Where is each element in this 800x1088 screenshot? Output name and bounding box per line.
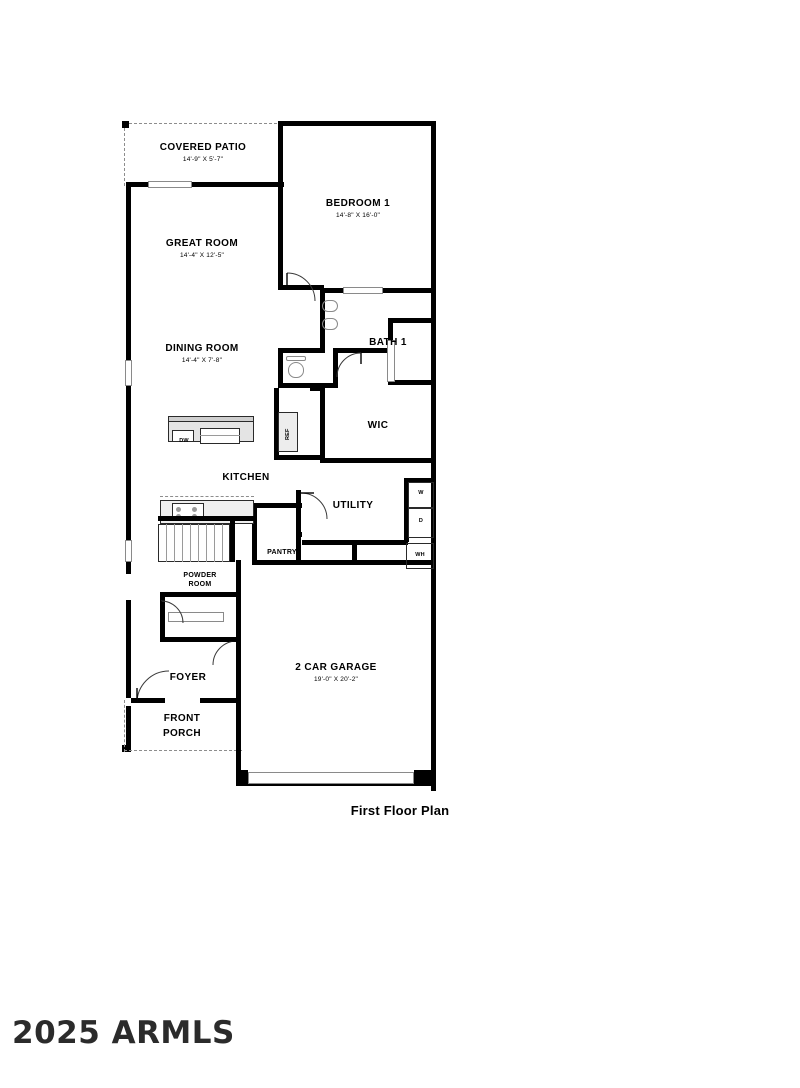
wall-pantry-jamb — [296, 532, 302, 537]
exterior-wall-right — [431, 121, 436, 791]
garage-entry-door-arc — [212, 640, 238, 666]
garage-door — [248, 772, 414, 784]
wall-wic-left — [320, 385, 325, 461]
room-label-utility: UTILITY — [332, 500, 374, 511]
page-title: First Floor Plan — [350, 803, 450, 818]
room-label-kitchen: KITCHEN — [222, 472, 270, 483]
stair-tread-5 — [198, 524, 199, 562]
room-label-garage: 2 CAR GARAGE 19'-0" X 20'-2" — [295, 662, 377, 683]
wall-kitchen-back — [158, 516, 254, 521]
wall-bath-right-top — [388, 318, 436, 323]
wall-garage-left — [236, 596, 241, 786]
toilet-1-icon — [288, 362, 304, 378]
sink-2-icon — [322, 318, 338, 330]
porch-outline-bottom — [124, 750, 242, 751]
bedroom-opening-marker — [343, 287, 383, 294]
wall-bath-divider — [278, 348, 325, 353]
burner-2-icon — [192, 507, 197, 512]
stair-tread-8 — [222, 524, 223, 562]
room-label-great-room: GREAT ROOM 14'-4" X 12'-5" — [165, 238, 239, 259]
powder-door-arc — [160, 600, 184, 624]
patio-outline-top — [124, 123, 282, 124]
room-label-bedroom-1: BEDROOM 1 14'-8" X 16'-0" — [325, 198, 391, 219]
wall-wh-top — [356, 540, 408, 545]
stair-tread-1 — [166, 524, 167, 562]
garage-door-jamb-left — [236, 770, 248, 786]
wall-pantry-top — [252, 503, 302, 508]
stair-tread-7 — [214, 524, 215, 562]
wall-wic-top-left — [310, 386, 324, 391]
exterior-wall-left-lower — [126, 600, 131, 698]
stair-tread-6 — [206, 524, 207, 562]
toilet-1-tank-icon — [286, 356, 306, 361]
wall-kitchen-stair-right — [230, 516, 235, 562]
room-label-pantry: PANTRY — [267, 549, 297, 556]
stair-tread-4 — [190, 524, 191, 562]
label-dryer: D — [418, 518, 424, 524]
label-washer: W — [418, 490, 424, 496]
staircase — [158, 524, 230, 562]
wall-kitchen-bottom-right — [274, 455, 324, 460]
room-label-dining-room: DINING ROOM 14'-4" X 7'-8" — [165, 343, 239, 364]
bath-door-arc — [336, 352, 362, 378]
room-label-front-porch: FRONT PORCH — [162, 713, 202, 739]
wall-pantry-bottom — [302, 540, 356, 545]
watermark: 2025 ARMLS — [12, 1015, 235, 1051]
room-label-foyer: FOYER — [169, 672, 207, 683]
wall-foyer-front-right — [200, 698, 241, 703]
stair-tread-2 — [174, 524, 175, 562]
upper-cabinet-line — [160, 496, 254, 497]
room-label-wic: WIC — [367, 420, 389, 431]
room-label-powder-room: POWDER ROOM — [183, 572, 217, 588]
slab-corner-top-left — [122, 121, 129, 128]
window-left-kitchen — [125, 540, 132, 562]
room-label-covered-patio: COVERED PATIO 14'-9" X 5'-7" — [159, 142, 247, 163]
stair-tread-3 — [182, 524, 183, 562]
kitchen-sink-divider — [200, 435, 240, 436]
sink-1-icon — [322, 300, 338, 312]
garage-door-jamb-right — [414, 770, 436, 786]
wall-powder-top — [160, 592, 240, 597]
label-dishwasher: DW — [179, 438, 189, 444]
kitchen-sink — [200, 428, 240, 444]
label-water-heater: WH — [415, 552, 425, 558]
wall-bath-bottom-left — [278, 383, 336, 388]
porch-outline-left — [124, 700, 125, 752]
wall-bath-right-bottom — [388, 380, 436, 385]
kitchen-island-overhang — [168, 416, 254, 422]
patio-opening-marker — [148, 181, 192, 188]
wall-wic-bottom — [320, 458, 436, 463]
room-label-bath-1: BATH 1 — [369, 337, 407, 348]
exterior-wall-top — [282, 121, 436, 126]
burner-1-icon — [176, 507, 181, 512]
label-refrigerator: REF — [285, 428, 291, 440]
bedroom-door-arc — [286, 272, 316, 302]
